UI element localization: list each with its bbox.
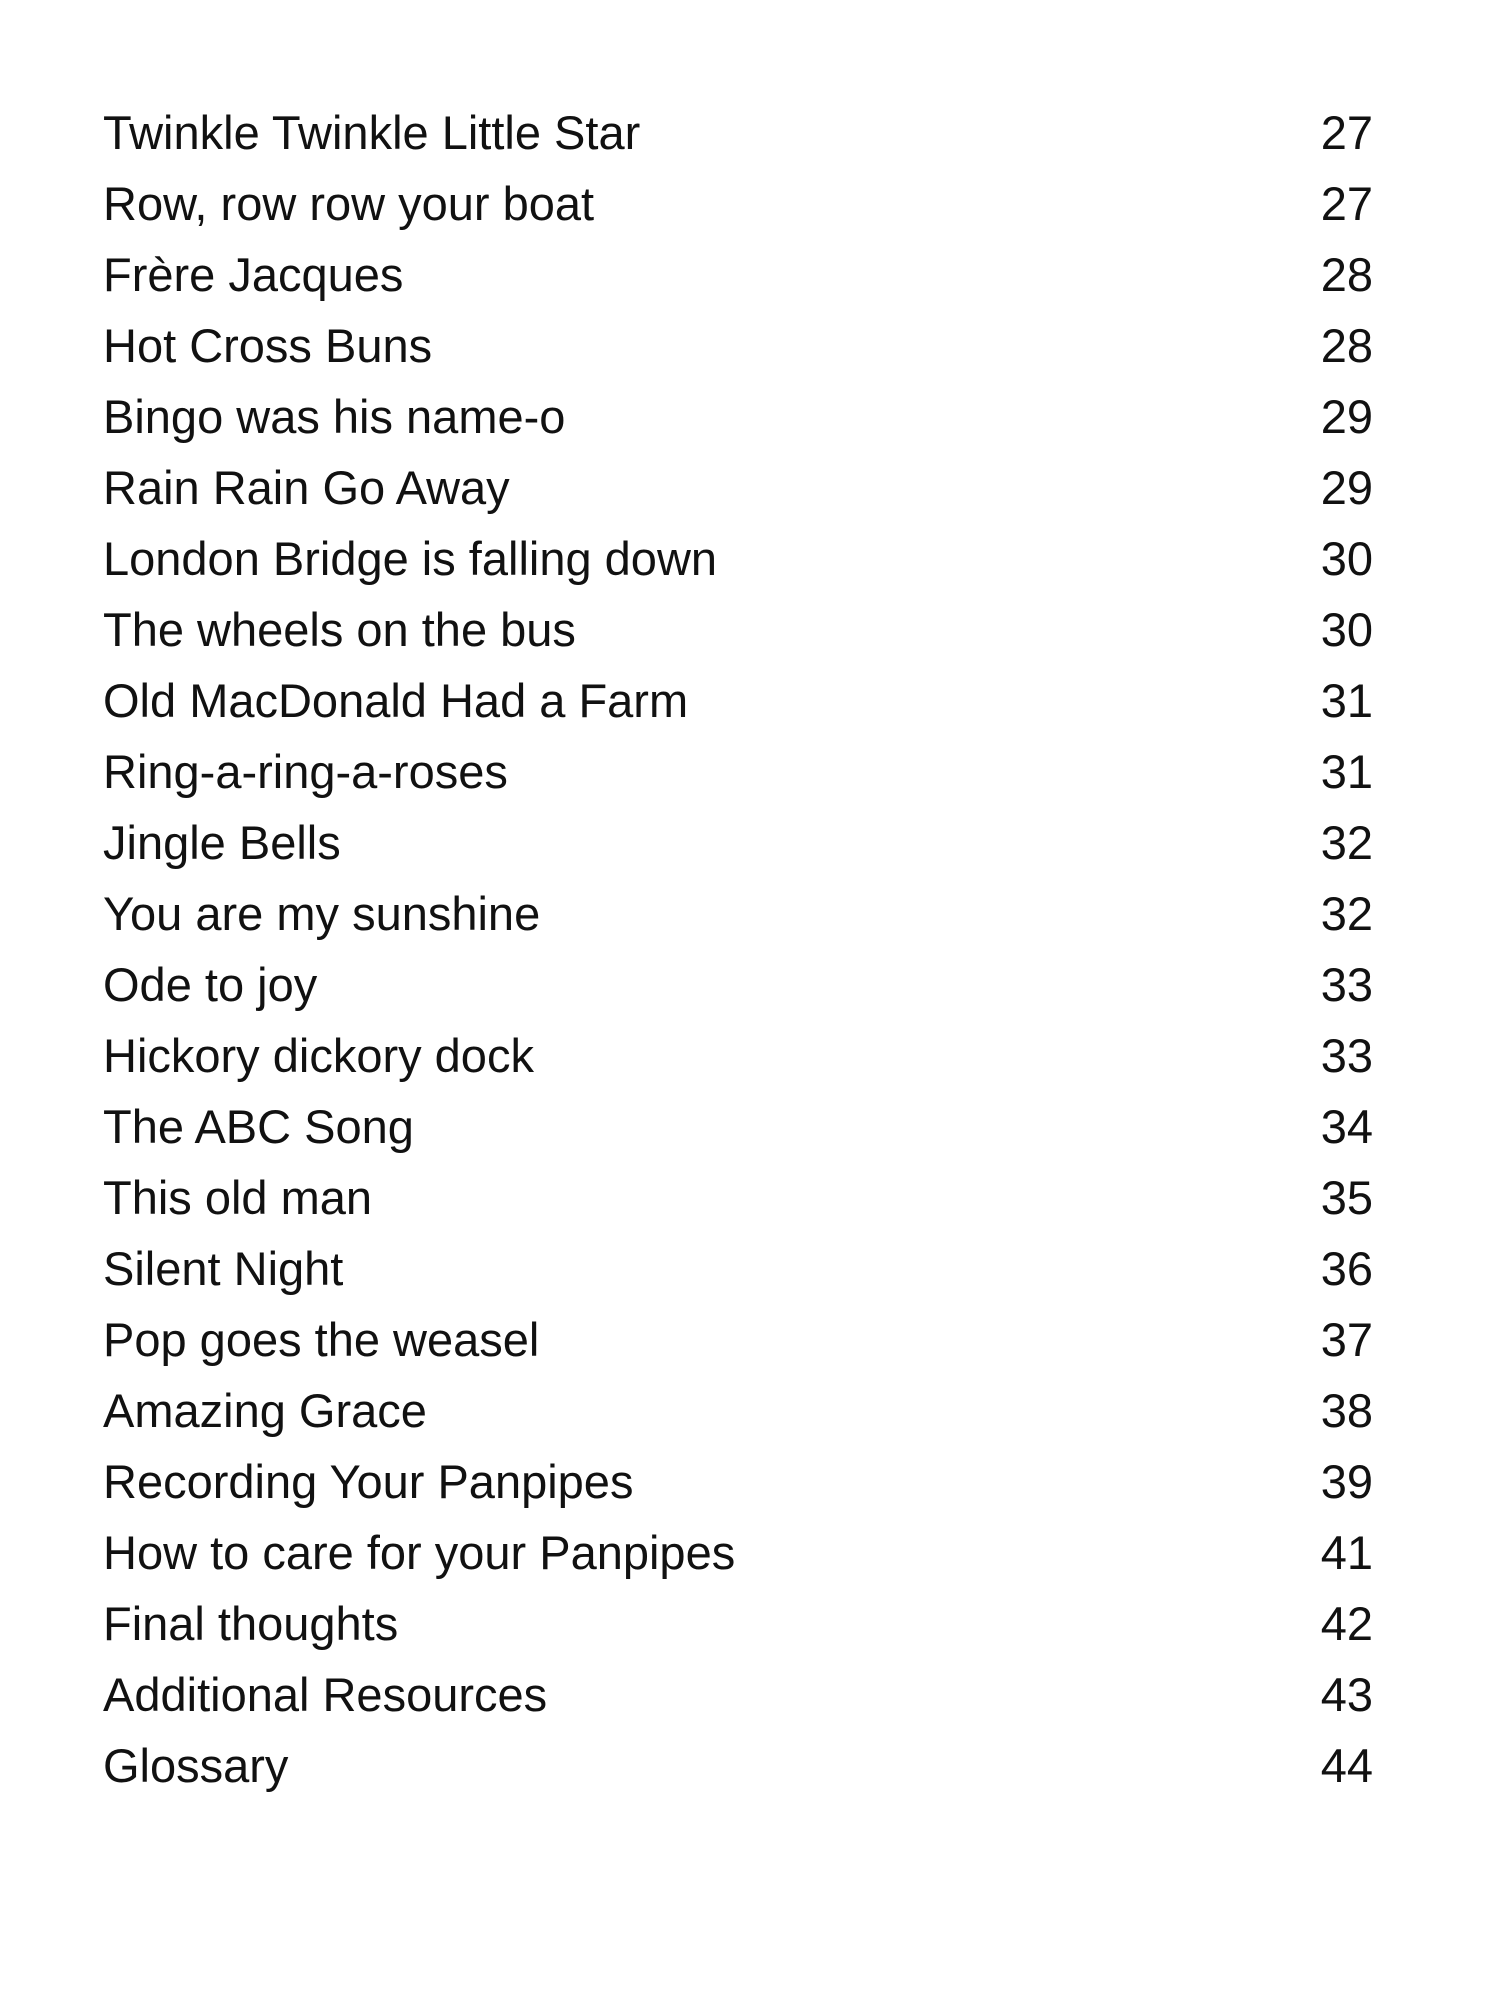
toc-entry-title: Pop goes the weasel [103,1313,540,1366]
toc-entry [103,665,1373,736]
toc-entry-title: Recording Your Panpipes [103,1455,634,1508]
toc-entry-title: Silent Night [103,1242,344,1295]
toc-entry-title: Row, row row your boat [103,177,595,230]
toc-entry-page-number: 37 [1320,1313,1373,1366]
toc-entry [103,878,1373,949]
toc-entry-page-number: 38 [1320,1384,1373,1437]
toc-entry [103,1304,1373,1375]
toc-entry [103,1446,1373,1517]
toc-entry-page-number: 27 [1320,177,1373,230]
toc-entry [103,168,1373,239]
toc-entry [103,736,1373,807]
toc-entry [103,310,1373,381]
toc-entry-page-number: 32 [1320,887,1373,940]
toc-entry-page-number: 33 [1320,1029,1373,1082]
toc-entry-page-number: 30 [1320,603,1373,656]
toc-entry [103,381,1373,452]
toc-entry [103,523,1373,594]
toc-entry-title: Bingo was his name-o [103,390,566,443]
toc-entry [103,1659,1373,1730]
toc-entry-page-number: 31 [1320,674,1373,727]
toc-entry-title: Frère Jacques [103,248,404,301]
toc-entry-page-number: 34 [1320,1100,1373,1153]
toc-entry-title: Ring-a-ring-a-roses [103,745,508,798]
toc-entry [103,97,1373,168]
toc-entry-title: You are my sunshine [103,887,541,940]
toc-entry [103,807,1373,878]
toc-entry-page-number: 36 [1320,1242,1373,1295]
toc-entry [103,452,1373,523]
toc-entry [103,594,1373,665]
toc-entry-page-number: 32 [1320,816,1373,869]
toc-entry-page-number: 29 [1320,390,1373,443]
toc-entry [103,1375,1373,1446]
toc-entry-page-number: 43 [1320,1668,1373,1721]
toc-entry-page-number: 30 [1320,532,1373,585]
toc-entry-title: Old MacDonald Had a Farm [103,674,689,727]
toc-entry-title: Glossary [103,1739,289,1792]
toc-entry-page-number: 28 [1320,248,1373,301]
toc-entry-page-number: 29 [1320,461,1373,514]
toc-entry-title: Additional Resources [103,1668,548,1721]
toc-entry-page-number: 44 [1320,1739,1373,1792]
toc-entry-title: The ABC Song [103,1100,414,1153]
toc-entry [103,239,1373,310]
toc-entry [103,1233,1373,1304]
table-of-contents [103,97,1373,1801]
toc-entry-title: Amazing Grace [103,1384,427,1437]
toc-entry-title: The wheels on the bus [103,603,576,656]
toc-entry-page-number: 33 [1320,958,1373,1011]
toc-entry-title: How to care for your Panpipes [103,1526,736,1579]
toc-entry [103,1730,1373,1801]
toc-entry-page-number: 39 [1320,1455,1373,1508]
toc-entry [103,1517,1373,1588]
toc-entry-title: Hickory dickory dock [103,1029,534,1082]
toc-entry-title: Final thoughts [103,1597,399,1650]
toc-entry-title: London Bridge is falling down [103,532,718,585]
toc-entry-page-number: 42 [1320,1597,1373,1650]
toc-entry [103,1020,1373,1091]
toc-entry-page-number: 35 [1320,1171,1373,1224]
toc-entry-title: Ode to joy [103,958,318,1011]
toc-entry-page-number: 28 [1320,319,1373,372]
toc-entry-page-number: 41 [1320,1526,1373,1579]
toc-entry [103,1091,1373,1162]
toc-entry [103,1588,1373,1659]
toc-entry [103,1162,1373,1233]
toc-entry-title: Jingle Bells [103,816,341,869]
toc-entry-page-number: 31 [1320,745,1373,798]
toc-entry [103,949,1373,1020]
toc-entry-title: Hot Cross Buns [103,319,433,372]
toc-entry-title: Twinkle Twinkle Little Star [103,106,641,159]
toc-entry-title: Rain Rain Go Away [103,461,510,514]
toc-entry-title: This old man [103,1171,373,1224]
toc-entry-page-number: 27 [1320,106,1373,159]
